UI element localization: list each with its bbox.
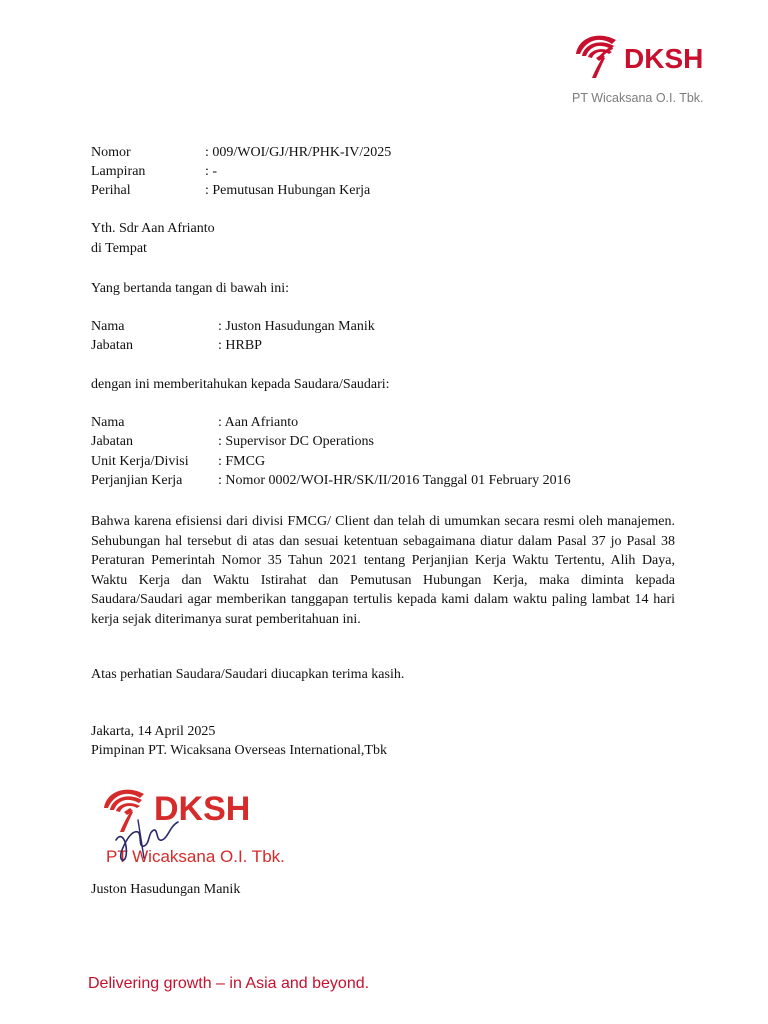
nomor-label: Nomor [91, 145, 131, 160]
lampiran-label: Lampiran [91, 164, 146, 179]
signer-nama-row [91, 318, 375, 336]
signer-jabatan-value: : HRBP [218, 338, 262, 353]
dksh-logo [572, 24, 724, 84]
intro-line: Yang bertanda tangan di bawah ini: [91, 281, 290, 296]
signature [108, 800, 198, 870]
place-date: Jakarta, 14 April 2025 [91, 724, 216, 739]
nomor-row [91, 144, 392, 162]
lampiran-row [91, 163, 218, 181]
employee-jabatan-value: : Supervisor DC Operations [218, 434, 374, 449]
employee-perjanjian-row [91, 472, 571, 490]
employee-unit-value: : FMCG [218, 454, 266, 469]
nomor-value: : 009/WOI/GJ/HR/PHK-IV/2025 [205, 145, 392, 160]
perihal-row [91, 182, 371, 200]
closing-line: Atas perhatian Saudara/Saudari diucapkan terima kasih. [91, 667, 405, 682]
employee-unit-label: Unit Kerja/Divisi [91, 454, 189, 469]
employee-nama-label: Nama [91, 415, 125, 430]
employee-jabatan-label: Jabatan [91, 434, 133, 449]
signer-nama-label: Nama [91, 319, 125, 334]
signer-title: Pimpinan PT. Wicaksana Overseas International,Tbk [91, 743, 387, 758]
signer-nama-value: : Juston Hasudungan Manik [218, 319, 375, 334]
signer-name: Juston Hasudungan Manik [91, 882, 241, 897]
employee-jabatan-row [91, 433, 374, 451]
employee-unit-row [91, 453, 266, 471]
company-name: PT Wicaksana O.I. Tbk. [572, 91, 704, 105]
employee-nama-value: : Aan Afrianto [218, 415, 299, 430]
recipient-line2: di Tempat [91, 241, 147, 256]
signer-jabatan-label: Jabatan [91, 338, 133, 353]
stamp-company-name: PT Wicaksana O.I. Tbk. [106, 847, 285, 866]
perihal-value: : Pemutusan Hubungan Kerja [205, 183, 371, 198]
stamp-logo-text: DKSH [154, 790, 251, 828]
employee-perjanjian-label: Perjanjian Kerja [91, 473, 183, 488]
recipient-line1: Yth. Sdr Aan Afrianto [91, 221, 215, 236]
notify-line: dengan ini memberitahukan kepada Saudara/Saudari: [91, 377, 390, 392]
perihal-label: Perihal [91, 183, 131, 198]
employee-nama-row [91, 414, 299, 432]
footer-tagline: Delivering growth – in Asia and beyond. [88, 975, 370, 992]
body-paragraph: Bahwa karena efisiensi dari divisi FMCG/ Client dan telah di umumkan secara resmi oleh manajemen. Sehubungan hal tersebut di atas dan sesuai ketentuan sebagaimana diatur dalam Pasal 37 jo Pasal 38 Peraturan Pemerintah Nomor 35 Tahun 2021 tentang Perjanjian Kerja Waktu Tertentu, Alih Daya, Waktu Kerja dan Waktu Istirahat dan Pemutusan Hubungan Kerja, maka diminta kepada Saudara/Saudari agar memberikan tanggapan tertulis kepada kami dalam waktu paling lambat 14 hari kerja sejak diterimanya surat pemberitahuan ini. [91, 514, 675, 627]
lampiran-value: : - [205, 164, 218, 179]
signer-jabatan-row [91, 337, 262, 355]
employee-perjanjian-value: : Nomor 0002/WOI-HR/SK/II/2016 Tanggal 01 February 2016 [218, 473, 571, 488]
logo-text: DKSH [624, 43, 704, 74]
